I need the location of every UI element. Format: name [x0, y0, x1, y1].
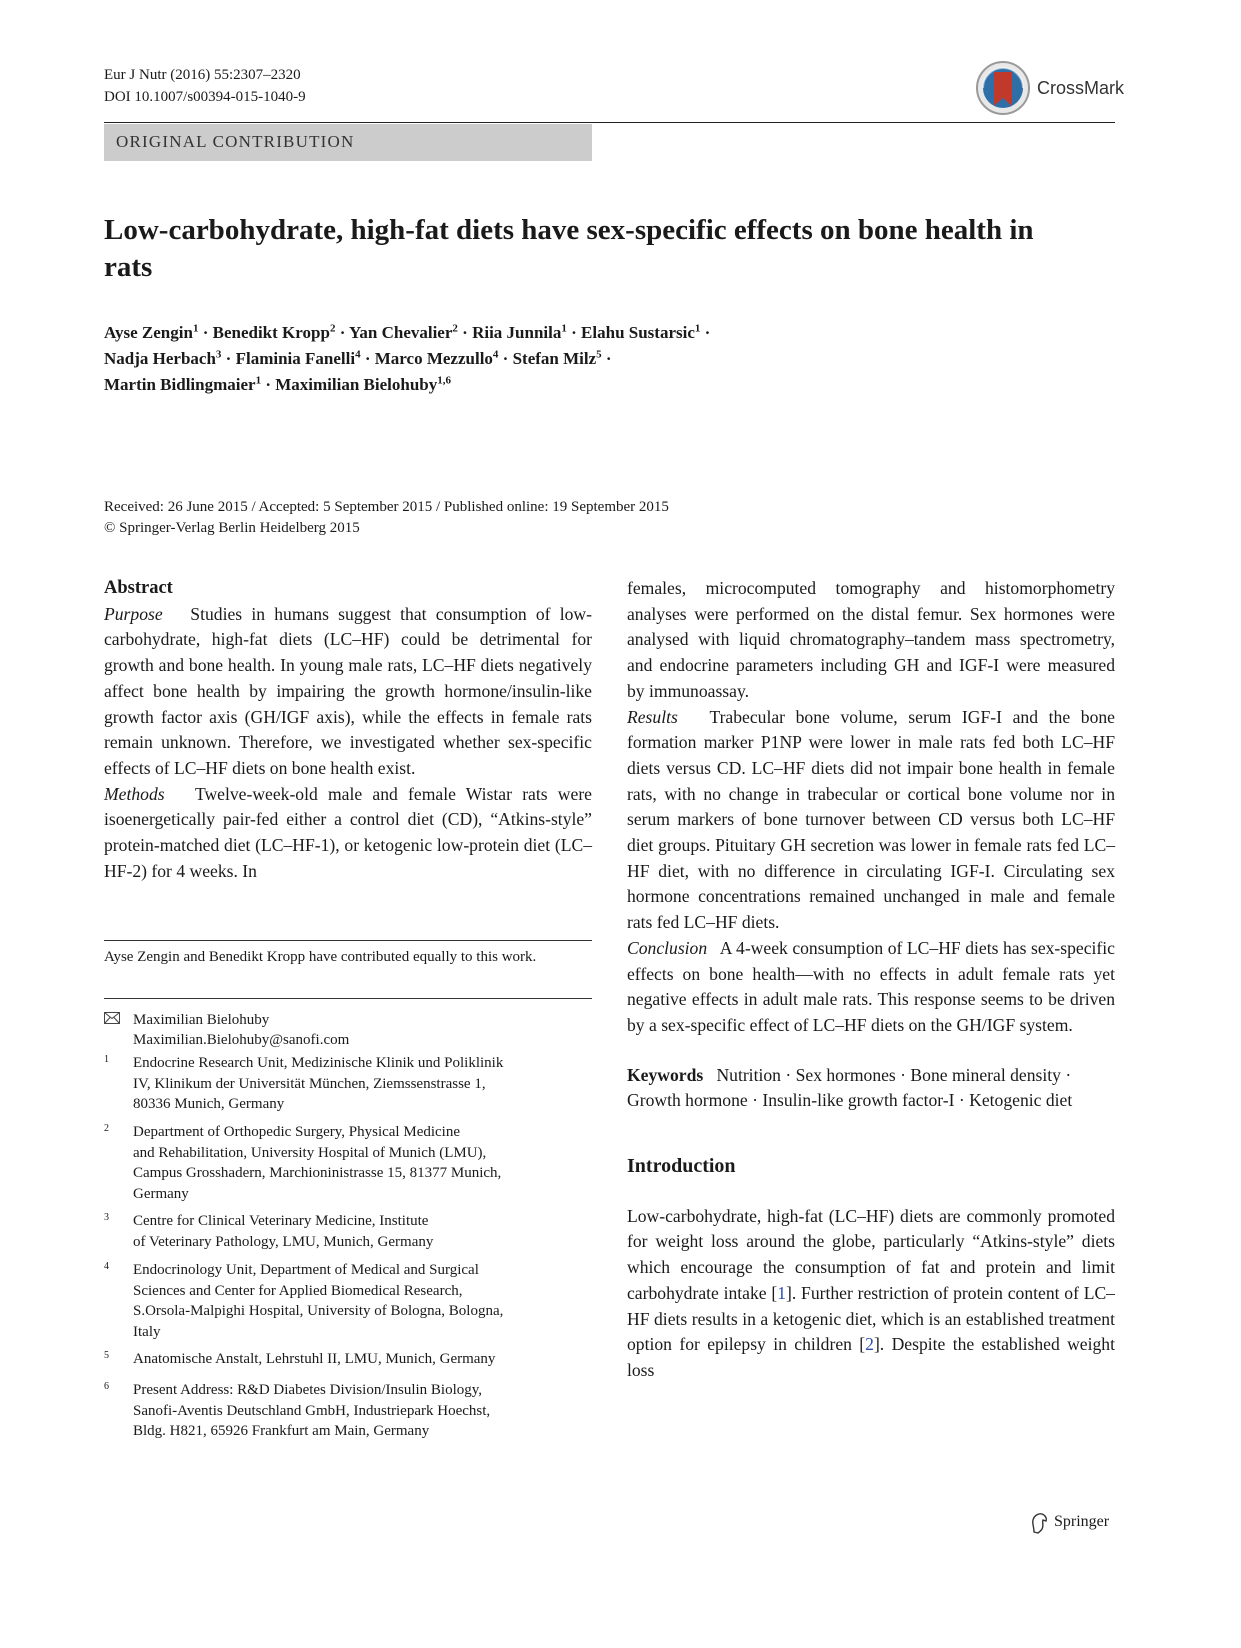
affiliation-item — [104, 1053, 592, 1115]
author-affiliation-mark: 4 — [492, 348, 499, 361]
conclusion-label: Conclusion — [627, 937, 708, 958]
abstract-right-column — [627, 576, 1115, 1384]
corresponding-email[interactable]: Maximilian.Bielohuby@sanofi.com — [133, 1032, 350, 1048]
affiliation-number: 6 — [104, 1381, 109, 1392]
affiliation-item — [104, 1211, 592, 1252]
journal-citation: Eur J Nutr (2016) 55:2307–2320 — [104, 67, 301, 83]
publication-dates — [104, 497, 669, 539]
envelope-icon — [104, 1012, 120, 1024]
purpose-label: Purpose — [104, 603, 163, 624]
author-affiliation-mark: 4 — [355, 348, 361, 361]
conclusion-text: A 4-week consumption of LC–HF diets has sex-specific effects on bone health—with no effects in adult female rats yet negative effects in adult male rats. This response seems to be driven by a sex-specific effect of LC–HF diets on the GH/IGF system. — [627, 937, 1115, 1035]
springer-logo — [1030, 1511, 1120, 1535]
springer-label: Springer — [1054, 1513, 1110, 1530]
affiliation-number: 3 — [104, 1212, 109, 1223]
journal-reference — [104, 64, 306, 108]
author-affiliation-mark: 5 — [596, 348, 602, 361]
section-banner — [104, 124, 592, 161]
citation-link-1[interactable]: 1 — [777, 1282, 787, 1303]
author-affiliation-mark: 1 — [255, 374, 262, 387]
keywords-text: Nutrition · Sex hormones · Bone mineral density · Growth hormone · Insulin-like growth factor-I · Ketogenic diet — [627, 1064, 1073, 1111]
crossmark-badge[interactable] — [975, 60, 1125, 118]
section-label: ORIGINAL CONTRIBUTION — [116, 132, 355, 151]
affiliation-text: Anatomische Anstalt, Lehrstuhl II, LMU, Munich, Germany — [133, 1351, 496, 1367]
abstract-left-column — [104, 576, 592, 884]
author-affiliation-mark: 1 — [192, 322, 199, 335]
author-list: Ayse Zengin$^1$ · Benedikt Kropp$^2$ · Yan Chevalier$^2$ · Riia Junnila$^1$ · Elahu Sustarsic$^1$ · Nadja Herbach$^3$ · Flaminia Fanelli$^4$ · Marco Mezzullo$^4$ · Stefan Milz$^5$ · Martin Bidlingmaier$^1$ · Maximilian Bielohuby$^{1,6}$ — [104, 322, 711, 394]
abstract-purpose — [104, 602, 592, 782]
author-name[interactable]: Benedikt Kropp$^2$ — [212, 322, 336, 342]
abstract-results — [627, 705, 1115, 936]
author-name[interactable]: Nadja Herbach$^3$ — [104, 348, 222, 368]
author-name[interactable]: Elahu Sustarsic$^1$ — [581, 322, 701, 342]
abstract-conclusion — [627, 936, 1115, 1039]
author-name[interactable]: Stefan Milz$^5$ — [512, 348, 602, 368]
author-name[interactable]: Riia Junnila$^1$ — [472, 322, 567, 342]
author-affiliation-mark: 3 — [215, 348, 222, 361]
author-name[interactable]: Marco Mezzullo$^4$ — [374, 348, 499, 368]
methods-continued: females, microcomputed tomography and histomorphometry analyses were performed on the distal femur. Sex hormones were analysed with liquid chromatography–tandem mass spectrometry, and endocrine parameters including GH and IGF-I were measured by immunoassay. — [627, 578, 1115, 701]
author-name[interactable]: Ayse Zengin$^1$ — [104, 322, 199, 342]
introduction-text — [627, 1204, 1115, 1384]
footnote-rule-2 — [104, 998, 592, 999]
citation-link-2[interactable]: 2 — [865, 1334, 874, 1355]
article-title: Low-carbohydrate, high-fat diets have sex-specific effects on bone health in rats — [104, 214, 1034, 283]
introduction-heading: Introduction — [627, 1155, 736, 1178]
intro-segment: ]. Further restriction of protein content of LC–HF diets results in a ketogenic diet, which is an established treatment option for epilepsy in children [ — [627, 1282, 1115, 1355]
author-name[interactable]: Yan Chevalier$^2$ — [348, 322, 458, 342]
abstract-methods — [104, 782, 592, 885]
affiliation-number: 2 — [104, 1123, 109, 1134]
results-text: Trabecular bone volume, serum IGF-I and the bone formation marker P1NP were lower in male rats fed both LC–HF diets versus CD. LC–HF diets did not impair bone health in female rats, with no change in trabecular or cortical bone volume nor in serum markers of bone turnover between CD versus both LC–HF diet groups. Pituitary GH secretion was lower in female rats fed LC–HF diet, with no difference in circulating IGF-I. Circulating sex hormone concentrations remained unchanged in male and female rats fed LC–HF diets. — [627, 706, 1115, 933]
author-affiliation-mark: 1 — [694, 322, 701, 335]
affiliation-item — [104, 1122, 592, 1204]
purpose-text: Studies in humans suggest that consumption of low-carbohydrate, high-fat diets (LC–HF) could be detrimental for growth and bone health. In young male rats, LC–HF diets negatively affect bone health by impairing the growth hormone/insulin-like growth factor axis (GH/IGF axis), while the effects in female rats remain unknown. Therefore, we investigated whether sex-specific effects of LC–HF diets on bone health exist. — [104, 603, 592, 778]
date-line: Received: 26 June 2015 / Accepted: 5 September 2015 / Published online: 19 September 2015 — [104, 499, 669, 515]
author-affiliation-mark: 1 — [561, 322, 567, 335]
keywords-label: Keywords — [627, 1064, 704, 1085]
springer-horse-icon — [1030, 1512, 1050, 1534]
affiliation-number: 1 — [104, 1054, 109, 1065]
crossmark-icon — [975, 60, 1031, 116]
affiliation-text: Endocrinology Unit, Department of Medical and Surgical Sciences and Center for Applied Biomedical Research, S.Orsola-Malpighi Hospital, University of Bologna, Bologna, Italy — [133, 1262, 504, 1340]
affiliation-number: 5 — [104, 1350, 109, 1361]
author-name[interactable]: Martin Bidlingmaier$^1$ — [104, 374, 262, 394]
affiliation-text: Department of Orthopedic Surgery, Physical Medicine and Rehabilitation, University Hospital of Munich (LMU), Campus Grosshadern, Marchioninistrasse 15, 81377 Munich, Germany — [133, 1124, 502, 1202]
affiliation-item — [104, 1380, 592, 1442]
results-label: Results — [627, 706, 678, 727]
affiliation-text: Present Address: R&D Diabetes Division/Insulin Biology, Sanofi-Aventis Deutschland GmbH, Industriepark Hoechst, Bldg. H821, 65926 Frankfurt am Main, Germany — [133, 1382, 491, 1440]
copyright-line: © Springer-Verlag Berlin Heidelberg 2015 — [104, 520, 360, 536]
affiliation-number: 4 — [104, 1261, 109, 1272]
abstract-heading: Abstract — [104, 578, 173, 598]
author-name[interactable]: Flaminia Fanelli$^4$ — [235, 348, 361, 368]
crossmark-label: CrossMark — [1037, 78, 1125, 98]
affiliation-text: Centre for Clinical Veterinary Medicine, Institute of Veterinary Pathology, LMU, Munich, Germany — [133, 1213, 434, 1250]
equal-contribution-note: Ayse Zengin and Benedikt Kropp have contributed equally to this work. — [104, 949, 537, 965]
affiliation-item — [104, 1349, 592, 1370]
corresponding-name: Maximilian Bielohuby — [133, 1012, 270, 1028]
author-affiliation-mark: 2 — [329, 322, 336, 335]
methods-text: Twelve-week-old male and female Wistar rats were isoenergetically pair-fed either a control diet (CD), “Atkins-style” protein-matched diet (LC–HF-1), or ketogenic low-protein diet (LC–HF-2) for 4 weeks. In — [104, 783, 592, 881]
author-name[interactable]: Maximilian Bielohuby$^{1,6}$ — [275, 374, 451, 394]
footnote-rule — [104, 940, 592, 941]
author-affiliation-mark: 2 — [452, 322, 458, 335]
intro-segment: Low-carbohydrate, high-fat (LC–HF) diets are commonly promoted for weight loss around the globe, particularly “Atkins-style” diets which encourage the consumption of fat and protein and limit carbohydrate intake [ — [627, 1205, 1115, 1303]
affiliation-text: Endocrine Research Unit, Medizinische Klinik und Poliklinik IV, Klinikum der Universität München, Ziemssenstrasse 1, 80336 Munich, Germany — [133, 1055, 504, 1113]
author-affiliation-mark: 1,6 — [437, 374, 451, 387]
keywords — [627, 1063, 1115, 1114]
intro-segment: ]. Despite the established weight loss — [627, 1334, 1115, 1380]
affiliation-item — [104, 1260, 592, 1342]
methods-label: Methods — [104, 783, 165, 804]
header-rule — [104, 122, 1115, 123]
doi: DOI 10.1007/s00394-015-1040-9 — [104, 89, 306, 105]
